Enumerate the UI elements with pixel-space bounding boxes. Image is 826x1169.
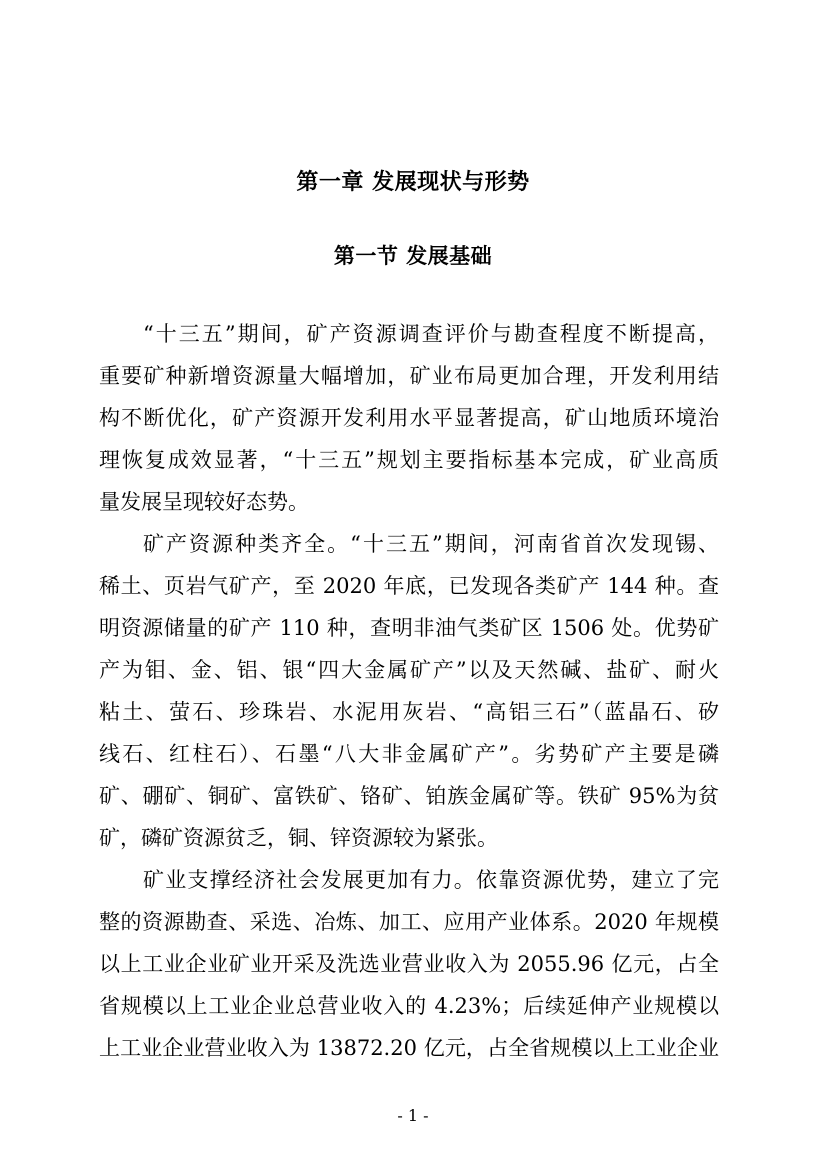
paragraph-line: 整的资源勘查、采选、冶炼、加工、应用产业体系。2020 年规模 — [99, 910, 719, 934]
chapter-title: 第一章 发展现状与形势 — [296, 170, 530, 195]
paragraph-line: 产为钼、金、铝、银“四大金属矿产”以及天然碱、盐矿、耐火 — [99, 658, 719, 682]
paragraph-line: 理恢复成效显著，“十三五”规划主要指标基本完成，矿业高质 — [99, 448, 719, 472]
body-text — [99, 313, 719, 1069]
paragraph-line: 重要矿种新增资源量大幅增加，矿业布局更加合理，开发利用结 — [99, 364, 719, 388]
paragraph-3 — [99, 859, 719, 1069]
page-number: - 1 - — [397, 1106, 429, 1125]
paragraph-line: “十三五”期间，矿产资源调查评价与勘查程度不断提高， — [143, 322, 719, 346]
paragraph-line: 以上工业企业矿业开采及洗选业营业收入为 2055.96 亿元，占全 — [99, 952, 719, 976]
paragraph-line: 稀土、页岩气矿产，至 2020 年底，已发现各类矿产 144 种。查 — [99, 574, 719, 598]
section-title: 第一节 发展基础 — [333, 244, 493, 268]
paragraph-line: 上工业企业营业收入为 13872.20 亿元，占全省规模以上工业企业 — [99, 1036, 719, 1060]
paragraph-line: 省规模以上工业企业总营业收入的 4.23%；后续延伸产业规模以 — [99, 994, 719, 1018]
paragraph-1 — [99, 313, 719, 523]
paragraph-line: 矿、硼矿、铜矿、富铁矿、铬矿、铂族金属矿等。铁矿 95%为贫 — [99, 784, 719, 808]
paragraph-2 — [99, 523, 719, 859]
paragraph-line: 线石、红柱石）、石墨“八大非金属矿产”。劣势矿产主要是磷 — [99, 742, 719, 766]
paragraph-line: 构不断优化，矿产资源开发利用水平显著提高，矿山地质环境治 — [99, 406, 719, 430]
paragraph-line: 明资源储量的矿产 110 种，查明非油气类矿区 1506 处。优势矿 — [99, 616, 719, 640]
paragraph-line: 量发展呈现较好态势。 — [99, 490, 309, 514]
paragraph-line: 矿产资源种类齐全。“十三五”期间，河南省首次发现锡、 — [143, 532, 719, 556]
paragraph-line: 矿，磷矿资源贫乏，铜、锌资源较为紧张。 — [99, 826, 498, 850]
paragraph-line: 矿业支撑经济社会发展更加有力。依靠资源优势，建立了完 — [143, 868, 719, 892]
paragraph-line: 粘土、萤石、珍珠岩、水泥用灰岩、“高铝三石”（蓝晶石、矽 — [99, 700, 719, 724]
